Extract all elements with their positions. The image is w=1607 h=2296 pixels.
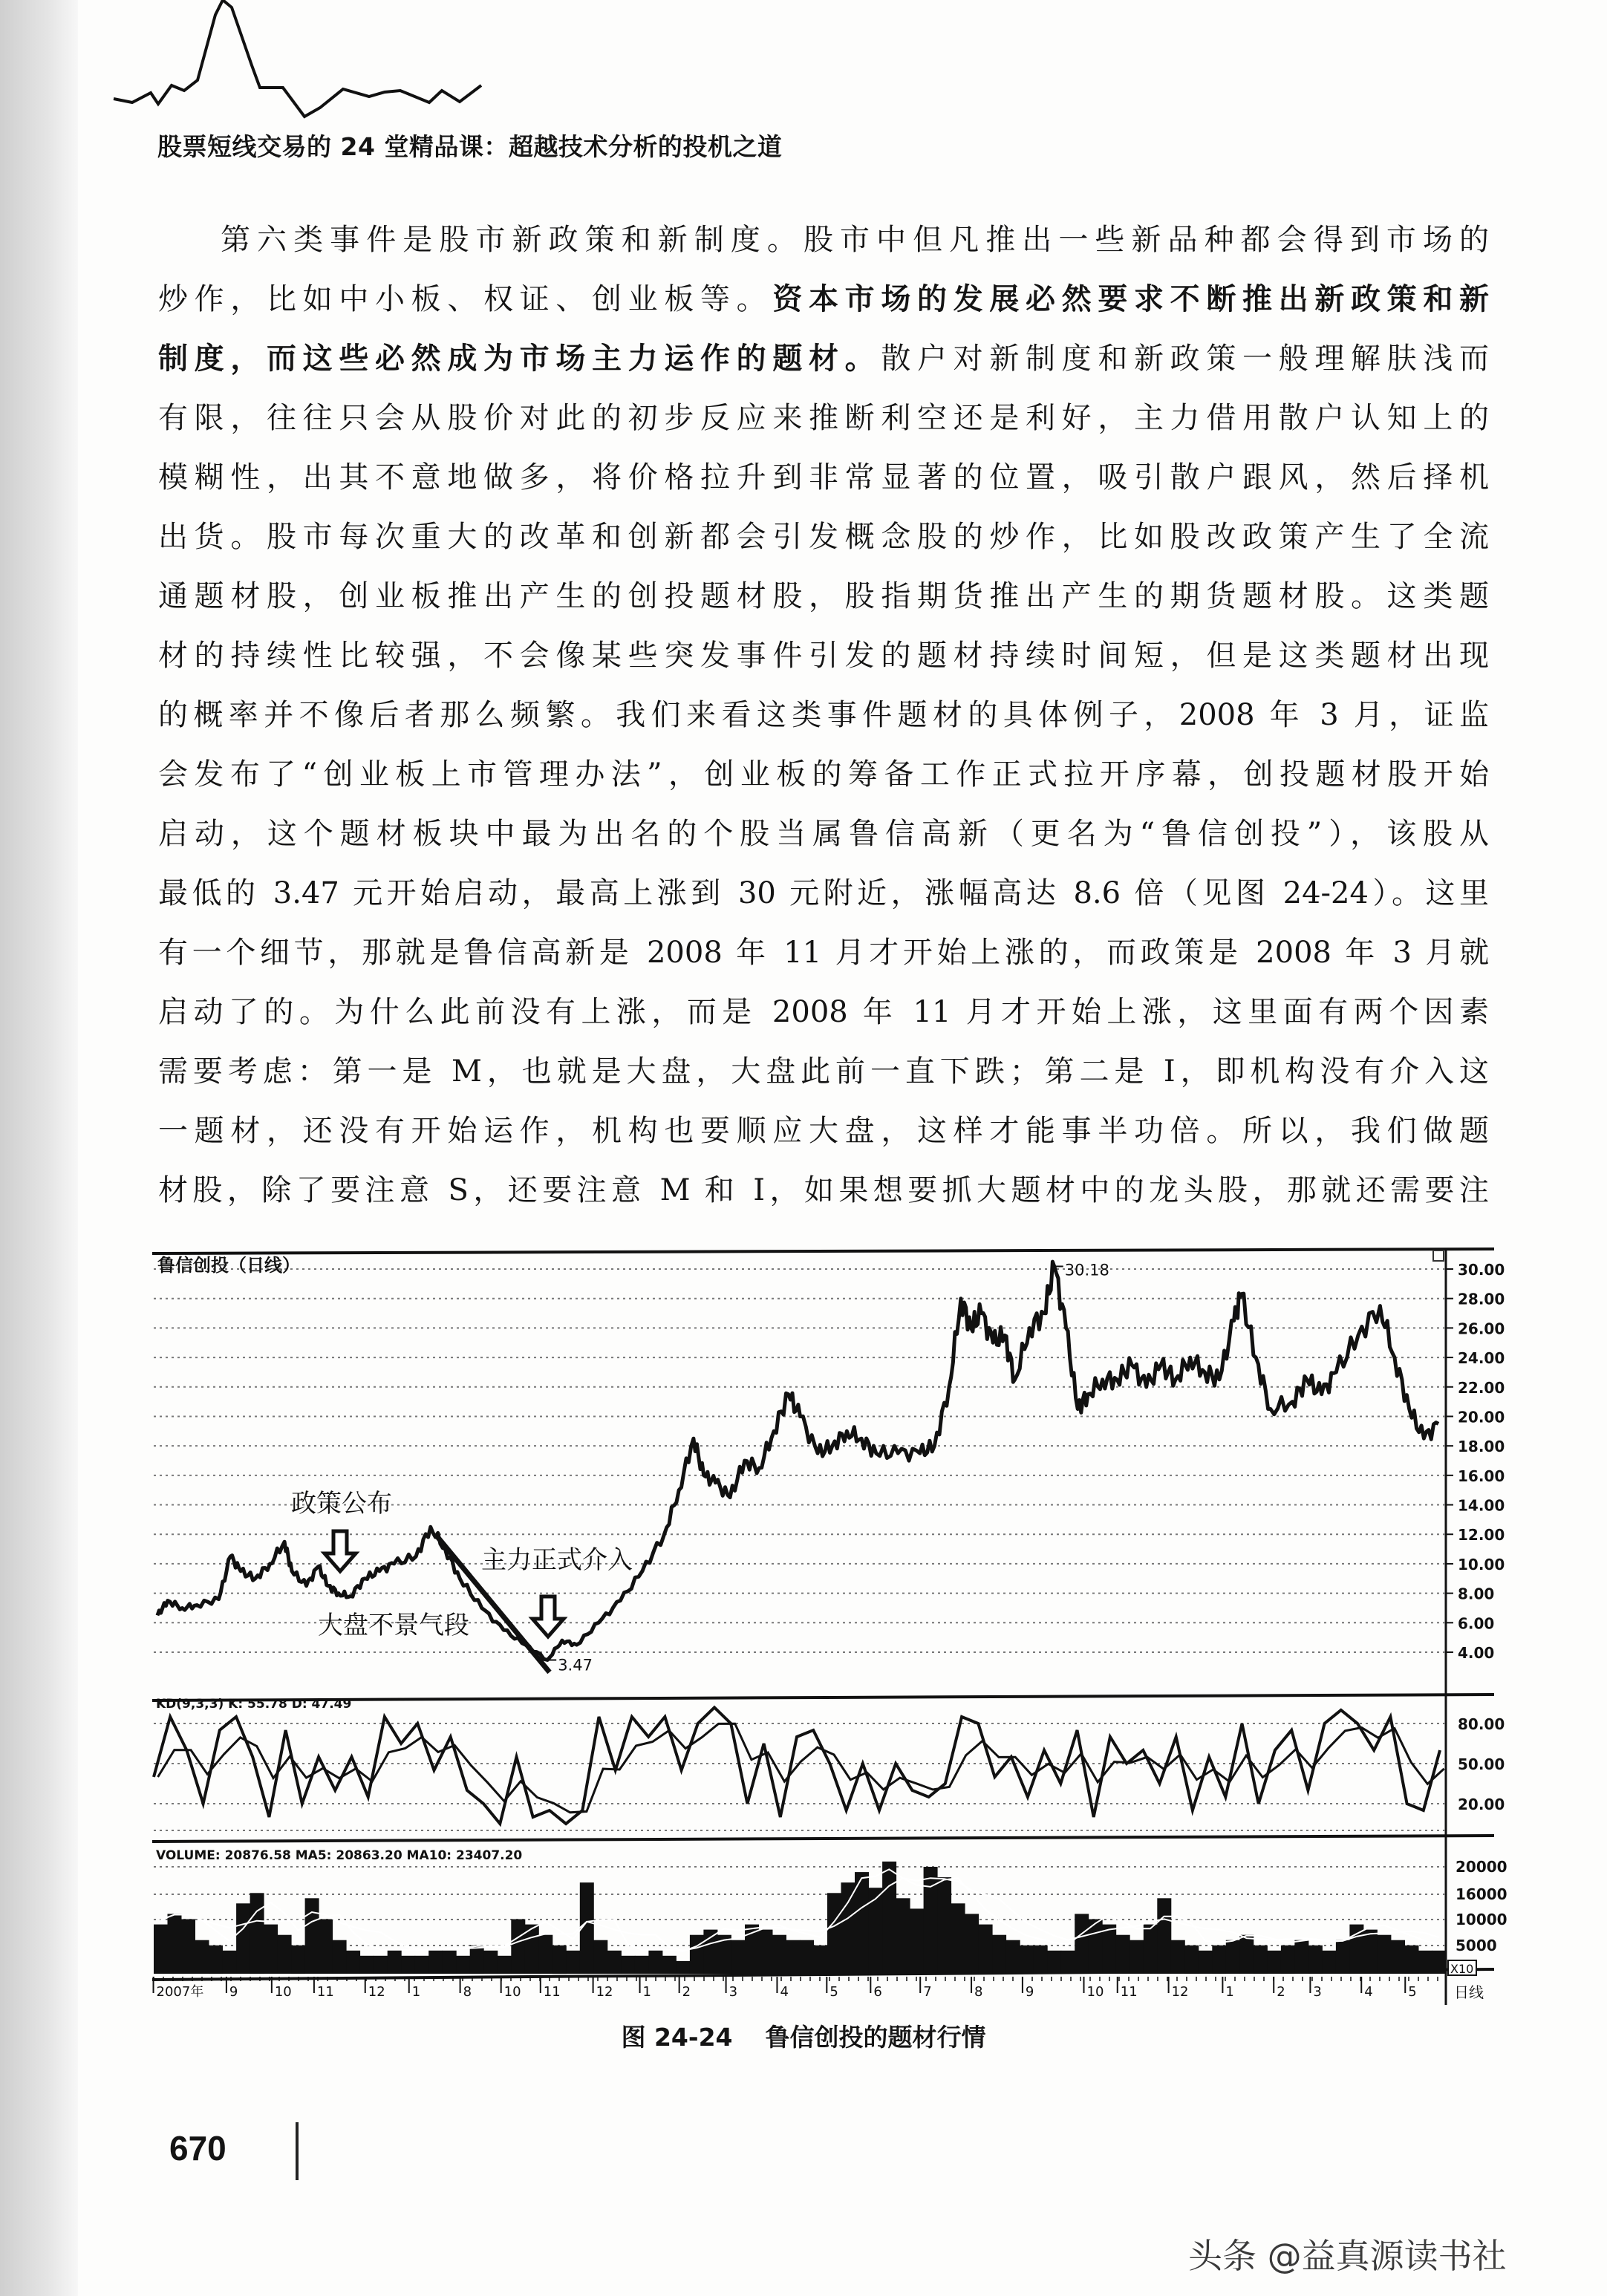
volume-bar <box>1226 1940 1240 1974</box>
volume-bar <box>703 1930 717 1974</box>
line-text: 会发布了“创业板上市管理办法”，创业板的筹备工作正式拉开序幕，创投题材股开始 <box>158 757 1489 792</box>
price-tick-label: 22.00 <box>1458 1378 1505 1397</box>
figure-caption-text: 鲁信创投的题材行情 <box>765 2023 986 2052</box>
volume-bar <box>264 1925 278 1974</box>
volume-bar <box>552 1946 567 1974</box>
kd-panel-bottom-border <box>152 1836 1494 1842</box>
volume-bar <box>415 1956 429 1974</box>
volume-bar <box>236 1903 250 1974</box>
volume-bar <box>319 1920 333 1974</box>
volume-bar <box>333 1940 347 1974</box>
x-tick-label: 10 <box>274 1984 292 2000</box>
x-tick-label: 10 <box>503 1984 521 2000</box>
volume-bar <box>772 1935 786 1974</box>
volume-bar <box>882 1862 896 1974</box>
x-tick-label: 12 <box>368 1984 385 2000</box>
volume-bar <box>924 1867 938 1974</box>
volume-bar <box>786 1940 801 1974</box>
x-tick-label: 2 <box>1277 1984 1285 2000</box>
volume-bar <box>621 1956 635 1974</box>
line-text: 的概率并不像后者那么频繁。我们来看这类事件题材的具体例子，2008 年 3 月，证监 <box>158 698 1489 732</box>
x-tick-label: 4 <box>1364 1984 1373 2000</box>
volume-bar <box>607 1951 622 1974</box>
price-tick-label: 8.00 <box>1458 1585 1495 1603</box>
volume-bar <box>1212 1946 1226 1974</box>
volume-bar <box>1432 1951 1447 1974</box>
volume-bar <box>1281 1946 1295 1974</box>
price-tick-label: 14.00 <box>1458 1496 1505 1515</box>
price-tick-label: 18.00 <box>1458 1438 1505 1456</box>
volume-bar <box>1184 1946 1199 1974</box>
volume-bar <box>814 1946 828 1974</box>
price-panel-title: 鲁信创投（日线） <box>157 1255 300 1276</box>
down-arrow-icon <box>532 1597 564 1637</box>
volume-bar <box>566 1951 580 1974</box>
volume-bar <box>1363 1930 1378 1974</box>
price-tick-label: 30.00 <box>1458 1261 1505 1279</box>
volume-bar <box>1075 1914 1089 1974</box>
watermark: 头条 @益真源读书社 <box>1188 2236 1507 2276</box>
volume-panel-title: VOLUME: 20876.58 MA5: 20863.20 MA10: 23407.20 <box>156 1848 523 1863</box>
emphasized-text: 资本市场的发展必然要求不断推出新政策和新 <box>772 282 1490 316</box>
page-number: 670 <box>169 2129 226 2168</box>
volume-bar <box>443 1951 457 1974</box>
line-text: 第六类事件是股市新政策和新制度。股市中但凡推出一些新品种都会得到市场的 <box>221 223 1489 257</box>
volume-bar <box>1199 1951 1213 1974</box>
weak-market-label: 大盘不景气段 <box>318 1611 469 1640</box>
figure-number: 图 24-24 <box>621 2023 733 2052</box>
x-tick-label: 8 <box>463 1984 472 2000</box>
price-tick-label: 10.00 <box>1458 1555 1505 1573</box>
volume-bar <box>1171 1940 1185 1974</box>
volume-bar <box>1034 1946 1048 1974</box>
line-text: 出货。股市每次重大的改革和创新都会引发概念股的炒作，比如股改政策产生了全流 <box>158 520 1489 554</box>
volume-bar <box>360 1956 374 1974</box>
price-series-line <box>157 1262 1438 1660</box>
volume-bar <box>538 1935 552 1974</box>
line-text: 最低的 3.47 元开始启动，最高上涨到 30 元附近，涨幅高达 8.6 倍（见图 24-24）。这里 <box>158 876 1489 910</box>
price-tick-label: 20.00 <box>1458 1408 1505 1426</box>
volume-bar <box>305 1898 319 1974</box>
volume-bar <box>195 1940 209 1974</box>
volume-bar <box>1130 1940 1144 1974</box>
volume-bar <box>1377 1935 1391 1974</box>
figure-caption <box>0 2018 1607 2053</box>
kd-tick-label: 20.00 <box>1458 1796 1505 1813</box>
volume-bar <box>470 1946 484 1974</box>
x-tick-label: 5 <box>829 1984 838 2000</box>
price-tick-label: 4.00 <box>1458 1644 1495 1662</box>
volume-bar <box>648 1951 662 1974</box>
volume-bar <box>1336 1940 1350 1974</box>
volume-bar <box>154 1925 168 1974</box>
volume-bar <box>731 1940 745 1974</box>
line-text: 有限，往往只会从股价对此的初步反应来推断利空还是利好，主力借用散户认知上的 <box>158 401 1489 435</box>
line-text: 材的持续性比较强，不会像某些突发事件引发的题材持续时间短，但是这类题材出现 <box>158 639 1489 673</box>
volume-bar <box>1254 1946 1268 1974</box>
volume-bar <box>209 1946 223 1974</box>
line-text: 炒作，比如中小板、权证、创业板等。 <box>158 282 773 316</box>
volume-bar <box>223 1951 237 1974</box>
volume-bar <box>1157 1898 1171 1974</box>
x-tick-label: 6 <box>873 1984 882 2000</box>
down-arrow-icon <box>325 1531 356 1571</box>
volume-bar <box>1047 1951 1061 1974</box>
low-price-label: 3.47 <box>558 1656 593 1674</box>
line-text: 启动，这个题材板块中最为出名的个股当属鲁信高新（更名为“鲁信创投”），该股从 <box>158 817 1489 851</box>
line-text: 有一个细节，那就是鲁信高新是 2008 年 11 月才开始上涨的，而政策是 2008 年 3 月就 <box>158 936 1489 970</box>
volume-bar <box>979 1925 993 1974</box>
x-tick-label: 7 <box>923 1984 932 2000</box>
volume-unit-label: X10 <box>1450 1962 1474 1976</box>
volume-bar <box>498 1956 512 1974</box>
x-tick-label: 11 <box>1120 1984 1138 2000</box>
x-tick-label: 1 <box>411 1984 421 2000</box>
line-text: 模糊性，出其不意地做多，将价格拉升到非常显著的位置，吸引散户跟风，然后择机 <box>158 460 1489 495</box>
running-header-title: 股票短线交易的 24 堂精品课：超越技术分析的投机之道 <box>157 132 783 161</box>
volume-bar <box>635 1956 649 1974</box>
volume-bar <box>869 1888 883 1974</box>
x-tick-label: 4 <box>780 1984 789 2000</box>
volume-bar <box>1322 1951 1336 1974</box>
volume-bar <box>662 1956 677 1974</box>
x-tick-label: 9 <box>1025 1984 1034 2000</box>
volume-bar <box>511 1920 525 1974</box>
volume-tick-label: 20000 <box>1456 1858 1507 1876</box>
page-number-divider <box>296 2122 299 2180</box>
volume-bar <box>456 1956 470 1974</box>
x-tick-label: 8 <box>974 1984 983 2000</box>
kd-panel-title: KD(9,3,3) K: 55.78 D: 47.49 <box>156 1697 352 1712</box>
volume-bar <box>676 1961 690 1974</box>
price-tick-label: 24.00 <box>1458 1349 1505 1368</box>
volume-bar <box>690 1935 704 1974</box>
x-tick-label: 11 <box>543 1984 561 2000</box>
price-panel-bottom-border <box>152 1695 1494 1700</box>
volume-bar <box>181 1920 195 1974</box>
line-text: 散户对新制度和新政策一般理解肤浅而 <box>881 342 1490 376</box>
volume-bar <box>800 1940 814 1974</box>
volume-bar <box>483 1951 498 1974</box>
x-tick-label: 11 <box>316 1984 334 2000</box>
x-tick-label: 2007年 <box>156 1984 204 2000</box>
volume-bar <box>1020 1946 1034 1974</box>
chart-corner-icon <box>1433 1250 1444 1261</box>
volume-bar <box>1267 1951 1281 1974</box>
volume-bar <box>428 1951 443 1974</box>
price-tick-label: 6.00 <box>1458 1614 1495 1633</box>
volume-tick-label: 16000 <box>1456 1885 1507 1903</box>
volume-bar <box>1418 1951 1432 1974</box>
volume-bar <box>1308 1946 1323 1974</box>
high-price-label: 30.18 <box>1064 1261 1109 1279</box>
volume-bar <box>896 1898 910 1974</box>
kd-tick-label: 80.00 <box>1458 1715 1505 1733</box>
x-tick-label: 5 <box>1408 1984 1417 2000</box>
volume-bar <box>841 1882 855 1974</box>
volume-bar <box>374 1956 388 1974</box>
volume-bar <box>1144 1925 1158 1974</box>
x-tick-label: 1 <box>642 1984 651 2000</box>
x-tick-label: 10 <box>1086 1984 1104 2000</box>
volume-bar <box>401 1956 415 1974</box>
volume-bar <box>168 1914 182 1974</box>
line-text: 材股，除了要注意 S，还要注意 M 和 I，如果想要抓大题材中的龙头股，那就还需要注 <box>158 1173 1489 1207</box>
x-tick-label: 2 <box>682 1984 691 2000</box>
volume-bar <box>937 1877 951 1974</box>
x-tick-label: 12 <box>1171 1984 1189 2000</box>
volume-bar <box>910 1908 924 1974</box>
price-tick-label: 26.00 <box>1458 1320 1505 1338</box>
price-tick-label: 16.00 <box>1458 1467 1505 1485</box>
price-tick-label: 28.00 <box>1458 1290 1505 1308</box>
volume-bar <box>291 1946 305 1974</box>
line-text: 启动了的。为什么此前没有上涨，而是 2008 年 11 月才开始上涨，这里面有两个因素 <box>158 995 1489 1029</box>
volume-bar <box>1102 1925 1116 1974</box>
policy-announcement-label: 政策公布 <box>291 1489 392 1519</box>
volume-bar <box>951 1903 965 1974</box>
volume-bar <box>1294 1940 1308 1974</box>
volume-bar <box>759 1930 773 1974</box>
line-text: 需要考虑：第一是 M，也就是大盘，大盘此前一直下跌；第二是 I，即机构没有介入这 <box>158 1054 1489 1089</box>
price-tick-label: 12.00 <box>1458 1526 1505 1545</box>
x-tick-label: 3 <box>1313 1984 1322 2000</box>
volume-bar <box>827 1893 841 1974</box>
x-tick-label: 12 <box>596 1984 613 2000</box>
x-tick-label: 1 <box>1225 1984 1234 2000</box>
volume-bar <box>1061 1951 1075 1974</box>
volume-tick-label: 5000 <box>1456 1937 1497 1954</box>
line-text: 通题材股，创业板推出产生的创投题材股，股指期货推出产生的期货题材股。这类题 <box>158 579 1489 613</box>
chart-top-border <box>152 1249 1494 1253</box>
kd-tick-label: 50.00 <box>1458 1755 1505 1773</box>
volume-bar <box>346 1951 360 1974</box>
volume-bar <box>965 1914 979 1974</box>
volume-bar <box>992 1935 1006 1974</box>
main-force-entry-label: 主力正式介入 <box>481 1545 633 1575</box>
volume-bar <box>1391 1940 1405 1974</box>
line-text: 一题材，还没有开始运作，机构也要顺应大盘，这样才能事半功倍。所以，我们做题 <box>158 1114 1489 1148</box>
volume-bar <box>388 1951 402 1974</box>
volume-bar <box>250 1893 264 1974</box>
volume-bar <box>1239 1935 1254 1974</box>
volume-bar <box>278 1935 292 1974</box>
volume-bar <box>1405 1946 1419 1974</box>
x-tick-label: 3 <box>728 1984 738 2000</box>
volume-tick-label: 10000 <box>1456 1911 1507 1928</box>
x-tick-label: 9 <box>229 1984 238 2000</box>
emphasized-text: 制度，而这些必然成为市场主力运作的题材。 <box>158 342 881 376</box>
volume-bar <box>1006 1940 1020 1974</box>
volume-bar <box>1116 1935 1130 1974</box>
x-axis-period-label: 日线 <box>1454 1983 1484 2001</box>
volume-bar <box>593 1940 607 1974</box>
